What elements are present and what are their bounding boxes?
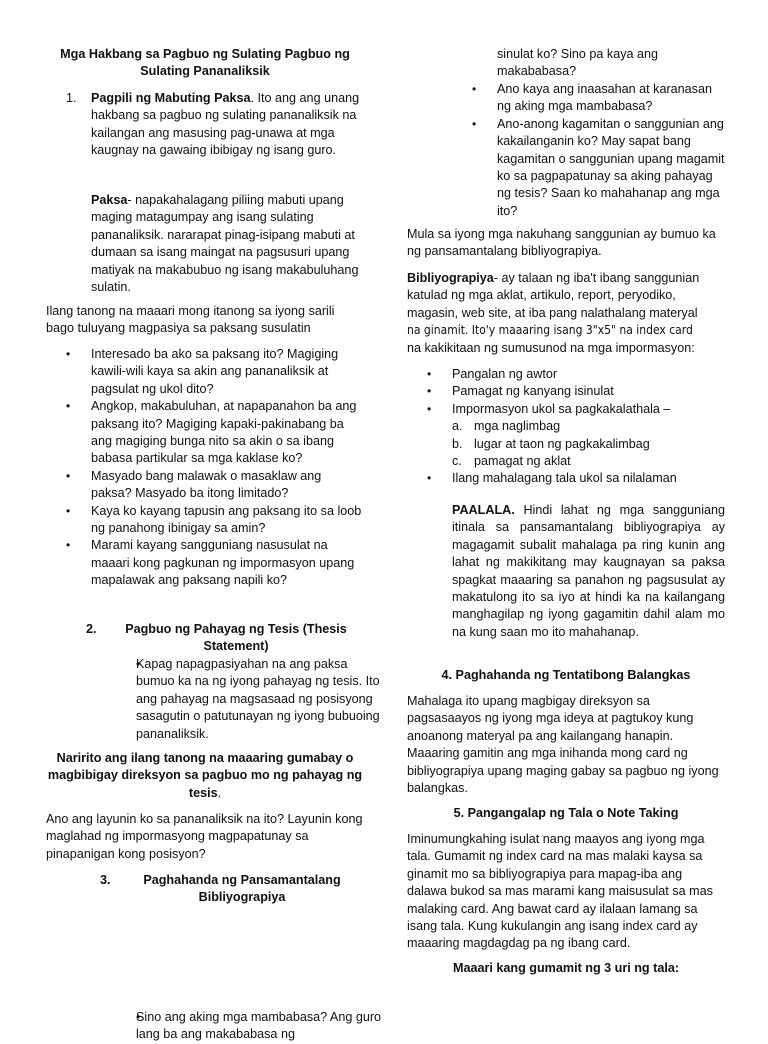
sub-item-text: lugar at taon ng pagkakalimbag xyxy=(474,436,650,451)
left-column xyxy=(46,0,382,1042)
guide-heading xyxy=(46,750,364,802)
step-3-number: 3. xyxy=(100,873,111,887)
step-3-bullet: • Sino ang aking mga mambabasa? Ang guro lang ba ang makababasa ng xyxy=(114,1009,386,1044)
intro-questions: Ilang tanong na maaari mong itanong sa iyong sarili bago tuluyang magpasiya sa paksang susulatin xyxy=(46,304,335,336)
sub-item xyxy=(407,436,725,453)
step-5-text: Iminumungkahing isulat nang maayos ang iyong mga tala. Gumamit ng index card na mas malaki kaysa sa ginamit mo sa bibliyograpiya para mapag-iba ang dalawa bukod sa mas marami kang maisusulat sa mas malaking card. Ang bawat card ay ilalaan lamang sa isang tala. Kung kukulangin ang isang index card ay maaaring magdagdag pa ng ibang card. xyxy=(407,832,713,951)
sub-item-letter: a. xyxy=(452,419,463,434)
audience-bullet: • Ano-anong kagamitan o sanggunian ang kakailanganin ko? May sapat bang kagamitan o sanggunian upang magamit ko sa pagpapatunay sa aking pahayag ng tesis? Saan ko mahahanap ang mga ito? xyxy=(452,116,725,220)
step-1-text: . Ito ang ang unang hakbang sa pagbuo ng sulating pananaliksik na kailangan ang masusing pag-unawa at mga kaugnay na gawaing ibibigay ng isang guro. xyxy=(91,91,360,158)
paalala-paragraph xyxy=(452,502,725,641)
step-2 xyxy=(86,621,364,656)
question-item: • Masyado bang malawak o masaklaw ang paksa? Masyado ba itong limitado? xyxy=(46,468,364,503)
question-item: • Kaya ko kayang tapusin ang paksang ito sa loob ng panahong ibinigay sa amin? xyxy=(46,503,364,538)
bibliyograpiya-term: Bibliyograpiya xyxy=(407,271,494,285)
guide-heading-text: Naririto ang ilang tanong na maaaring gumabay o magbibigay direksyon sa pagbuo mo ng pahayag ng tesis xyxy=(47,751,363,800)
step-2-heading: Pagbuo ng Pahayag ng Tesis (Thesis Statement) xyxy=(125,622,347,654)
step-1-heading: Pagpili ng Mabuting Paksa xyxy=(91,91,251,105)
questions-list xyxy=(46,346,364,590)
info-item: • Impormasyon ukol sa pagkakalathala – xyxy=(407,401,725,418)
guide-heading-period: . xyxy=(217,785,222,800)
step-4-text: Mahalaga ito upang magbigay direksyon sa pagsasaayos ng iyong mga ideya at pagtukoy kung anoanong materyal pa ang kailangang hanapin. Maaaring gamitin ang mga inihanda mong card ng bibliyograpiya upang maging gabay sa pagbuo ng iyong balangkas. xyxy=(407,694,719,796)
info-item: • Pamagat ng kanyang isinulat xyxy=(407,383,725,400)
question-item: • Marami kayang sangguniang nasusulat na maaari kong pagkunan ng impormasyon upang mapalawak ang paksang napili ko? xyxy=(46,537,364,589)
sub-item xyxy=(407,418,725,435)
sub-item xyxy=(407,453,725,470)
paksa-definition xyxy=(91,192,364,296)
step-4-heading: 4. Paghahanda ng Tentatibong Balangkas xyxy=(441,668,691,682)
bibliyograpiya-def-a: - ay talaan ng iba't ibang sanggunian katulad ng mga aklat, artikulo, report, peryodiko, magasin, web site, at iba pang nalathalang materyal xyxy=(407,271,700,320)
bibliyograpiya-definition xyxy=(407,270,725,357)
guide-question: Ano ang layunin ko sa pananaliksik na ito? Layunin kong maglahad ng impormasyong magpapatunay sa pinapanigan kong posisyon? xyxy=(46,812,363,861)
audience-bullets xyxy=(452,81,725,220)
final-heading: Maaari kang gumamit ng 3 uri ng tala: xyxy=(452,961,680,975)
step-2-number: 2. xyxy=(86,622,97,636)
audience-bullet: • Ano kaya ang inaasahan at karanasan ng aking mga mambabasa? xyxy=(452,81,725,116)
mula-paragraph: Mula sa iyong mga nakuhang sanggunian ay bumuo ka ng pansamantalang bibliyograpiya. xyxy=(407,227,716,259)
paalala-text: Hindi lahat ng mga sangguniang itinala sa pansamantalang bibliyograpiya ay magagamit subalit mahalaga pa ring kunin ang lahat ng makikitang may kaugnayan sa paksa spagkat maaaring sa panahon ng pagsusulat ay makatulong ito sa iyo at hindi ka na kailangang manghagilap ng iyong gagamitin dahil alam mo na kung saan mo ito mahahanap. xyxy=(452,503,725,639)
info-list xyxy=(407,366,725,488)
sub-item-letter: b. xyxy=(452,436,463,451)
step-3 xyxy=(100,872,364,907)
paksa-term: Paksa xyxy=(91,193,128,207)
info-item: • Pangalan ng awtor xyxy=(407,366,725,383)
step-5-heading: 5. Pangangalap ng Tala o Note Taking xyxy=(453,806,679,820)
question-item: • Angkop, makabuluhan, at napapanahon ba ang paksang ito? Magiging kapaki-pakinabang ba ang magiging bunga nito sa akin o sa ibang babasa partikular sa mga kaklase ko? xyxy=(46,398,364,468)
sub-item-letter: c. xyxy=(452,454,462,469)
bibliyograpiya-def-b: na ginamit. Ito'y maaaring isang 3"x5" na index card xyxy=(407,323,693,338)
step-1-paragraph xyxy=(66,90,364,160)
bullet-continuation: sinulat ko? Sino pa kaya ang makababasa? xyxy=(497,47,659,79)
info-item: • Ilang mahalagang tala ukol sa nilalaman xyxy=(407,470,725,487)
paksa-def: - napakahalagang piliing mabuti upang maging matagumpay ang isang sulating pananaliksik. nararapat pinag-isipang mabuti at dumaan sa isang maingat na pagsusuri upang matiyak na makabubuo ng isang makabuluhang sulatin. xyxy=(91,193,359,295)
step-1 xyxy=(66,90,364,160)
step-1-number: 1. xyxy=(66,91,77,105)
sub-item-text: pamagat ng aklat xyxy=(474,454,571,469)
bibliyograpiya-def-c: na kakikitaan ng sumusunod na mga impormasyon: xyxy=(407,340,695,355)
question-item: • Interesado ba ako sa paksang ito? Magiging kawili-wili kaya sa akin ang pananaliksik at pagsulat ng ukol dito? xyxy=(46,346,364,398)
step-3-heading: Paghahanda ng Pansamantalang Bibliyograpiya xyxy=(143,873,341,905)
paalala-term: PAALALA. xyxy=(452,503,515,517)
document-title: Mga Hakbang sa Pagbuo ng Sulating Pagbuo ng Sulating Pananaliksik xyxy=(60,47,350,79)
sub-item-text: mga naglimbag xyxy=(474,419,561,434)
step-2-bullet: • Kapag napagpasiyahan na ang paksa bumuo ka na ng iyong pahayag ng tesis. Ito ang pahayag na magsasaad ng posisyong sasagutin o patutunayan ng iyong bubuoing pananaliksik. xyxy=(114,656,386,743)
